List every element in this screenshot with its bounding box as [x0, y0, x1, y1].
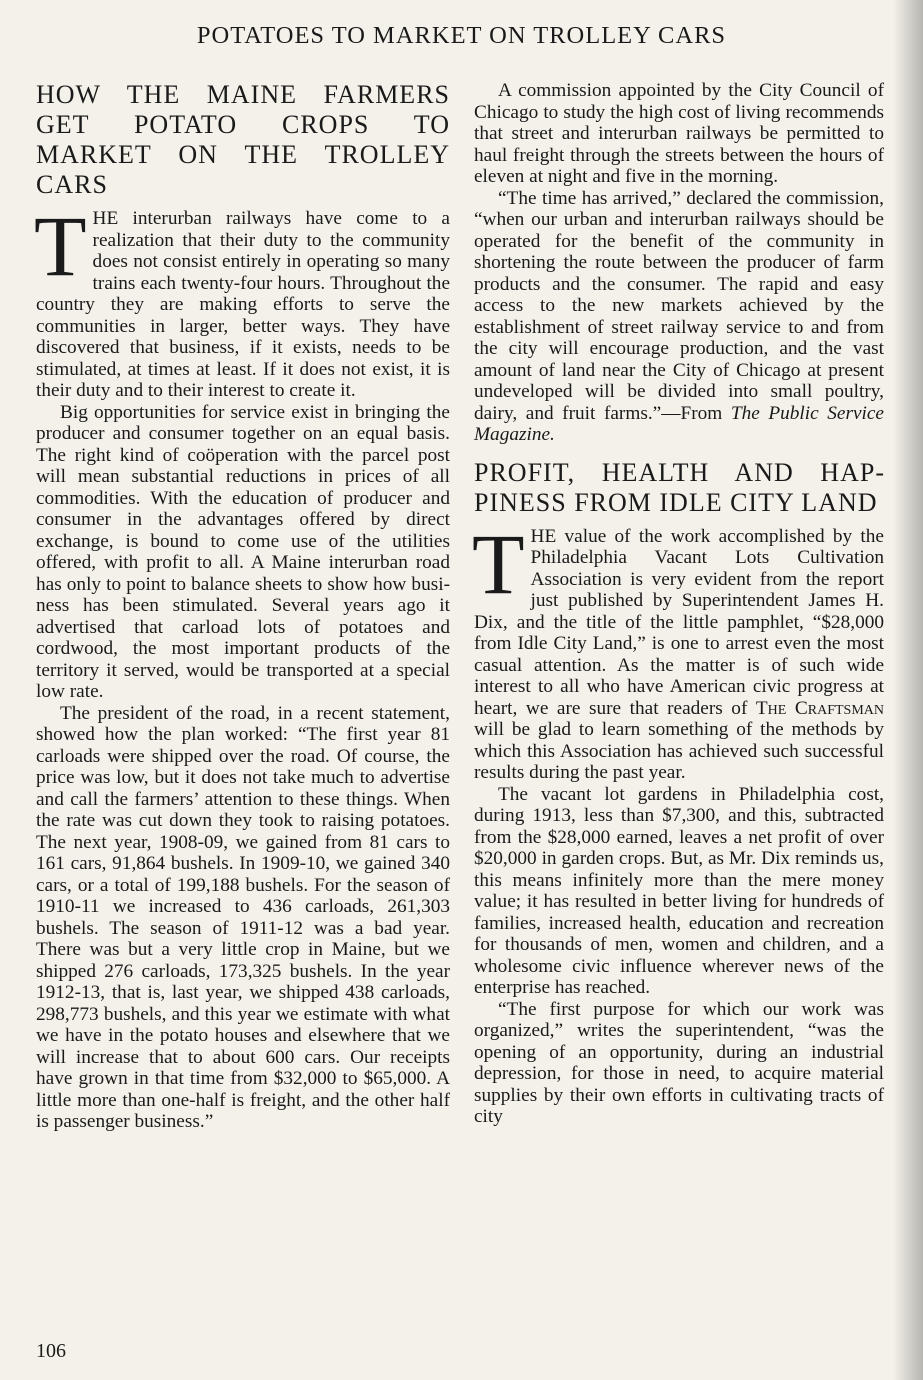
article-heading-maine-farmers: HOW THE MAINE FARMERS GET POTATO CROPS TO MARKET ON THE TROLLEY CARS: [36, 80, 450, 199]
source-citation: The Public Service Magazine.: [474, 402, 884, 445]
page-edge-shadow: [893, 0, 923, 1380]
drop-cap: T: [472, 515, 525, 612]
drop-cap: T: [34, 198, 87, 294]
article-paragraph: “The first purpose for which our work was organized,” writes the superintendent, “was the opening of an opportunity, during an industrial depression, for those in need, to acquire material supplies by their own efforts in cultivating tracts of city: [474, 998, 884, 1127]
magazine-name: The Craftsman: [755, 697, 884, 719]
article-heading-idle-city-land: PROFIT, HEALTH AND HAPPINESS FROM IDLE CITY LAND: [474, 457, 884, 517]
article-paragraph: The president of the road, in a recent statement, showed how the plan worked: “The first year 81 carloads were shipped over the road. Of course, the price was low, but it does not take much to advertise and call the farmers’ attention to these things. When the rate was cut down they took to raising potatoes. The next year, 1908-09, we gained from 81 cars to 161 cars, 91,864 bushels. In 1909-10, we gained 340 cars, or a total of 199,188 bushels. For the season of 1910-11 we increased to 436 carloads, 261,303 bushels. The season of 1911-12 was a bad year. There was but a very little crop in Maine, but we shipped 276 carloads, 173,325 bushels. In the year 1912-13, that is, last year, we shipped 438 carloads, 298,773 bushels, and this year we estimate with what we have in the potato houses and elsewhere that we will increase that to about 600 cars. Our receipts have grown in that time from $32,000 to $65,000. A little more than one-half is freight, and the other half is passenger business.”: [36, 702, 450, 1132]
article-paragraph: The vacant lot gardens in Philadelphia cost, during 1913, less than $7,300, and this, subtracted from the $28,000 earned, leaves a net profit of over $20,000 in garden crops. But, as Mr. Dix reminds us, this means infinitely more than the mere money value; it has resulted in better living for hundreds of families, increased health, education and recreation for thousands of men, women and children, and a wholesome civic influence wherever news of the enterprise has reached.: [474, 783, 884, 998]
running-head: POTATOES TO MARKET ON TROLLEY CARS: [196, 22, 727, 49]
article-paragraph: THE interurban railways have come to a realization that their duty to the community does not consist entirely in operating so many trains each twenty-four hours. Throughout the country they are making efforts to serve the communities in larger, better ways. They have discovered that business, if it exists, needs to be stimulated, at times at least. If it does not exist, it is their duty and to their interest to create it.: [34, 198, 450, 401]
article-paragraph: “The time has arrived,” declared the commission, “when our urban and interurban railways should be operated for the benefit of the community in shortening the route between the producer of farm products and the consumer. The rapid and easy access to the new markets achieved by the establishment of street railway service to and from the city will encourage production, and the vast amount of land near the City of Chicago at present undeveloped will be divided into small poultry, dairy, and fruit farms.”—From The Public Service Magazine.: [474, 187, 884, 445]
article-paragraph: A commission appointed by the City Council of Chicago to study the high cost of living recommends that street and interurban railways be permitted to haul freight through the streets between the hours of eleven at night and five in the morning.: [474, 80, 884, 187]
right-column: [474, 80, 884, 1310]
left-column: [36, 80, 450, 1310]
article-paragraph: THE value of the work accomplished by the Philadelphia Vacant Lots Cultivation Association is very evident from the report just published by Superintendent James H. Dix, and the title of the little pamphlet, “$28,000 from Idle City Land,” is one to arrest even the most casual attention. As the matter is of such wide interest to all who have American civic progress at heart, we are sure that readers of The Craftsman will be glad to learn something of the methods by which this Association has achieved such successful results during the past year.: [472, 515, 884, 783]
article-paragraph: Big opportunities for service exist in bringing the producer and consumer together on an equal basis. The right kind of coöperation with the parcel post will mean substantial reductions in prices of all commodities. With the education of producer and consumer in the advantages offered by direct exchange, is bound to come use of the utilities offered, with profit to all. A Maine interurban road has only to point to balance sheets to show how business has been stimulated. Several years ago it advertised that carload lots of potatoes and cordwood, the most important products of the territory it served, would be transported at a special low rate.: [36, 401, 450, 702]
page-number: 106: [36, 1340, 66, 1362]
